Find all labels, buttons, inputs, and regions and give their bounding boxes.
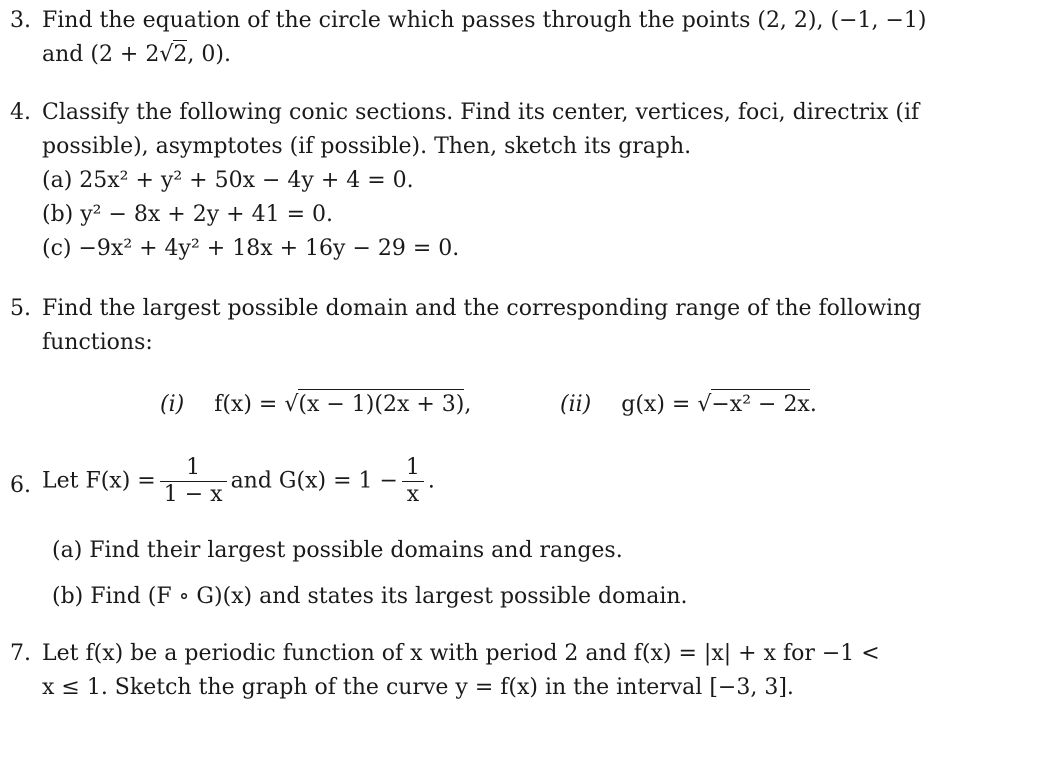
fraction-numerator: 1 xyxy=(160,455,227,482)
punctuation: , xyxy=(464,392,472,417)
subpart-c: (c) −9x² + 4y² + 18x + 16y − 29 = 0. xyxy=(42,236,460,261)
problem-text xyxy=(52,534,992,614)
fraction-G xyxy=(402,455,424,508)
problem-number: 6. xyxy=(10,473,31,498)
function-lhs: f(x) = xyxy=(214,392,285,417)
fraction-numerator: 1 xyxy=(402,455,424,482)
sqrt-expression xyxy=(159,38,187,72)
sqrt-radicand: −x² − 2x xyxy=(711,389,809,418)
problem-number: 3. xyxy=(10,8,31,33)
fraction-denominator: 1 − x xyxy=(163,482,223,507)
function-label: (i) xyxy=(160,392,185,417)
text-fragment: and (2 + 2 xyxy=(42,42,160,67)
subpart-a: (a) Find their largest possible domains and ranges. xyxy=(52,538,623,563)
problem-number: 4. xyxy=(10,100,31,125)
sqrt-expression xyxy=(697,388,810,422)
text-fragment: Let F(x) = xyxy=(42,468,156,494)
problem-text xyxy=(42,455,982,508)
sqrt-sign: √ xyxy=(284,392,299,417)
problem-text xyxy=(42,292,982,360)
function-lhs: g(x) = xyxy=(621,392,698,417)
problem-6 xyxy=(0,452,1050,522)
problem-line: Let f(x) be a periodic function of x with period 2 and f(x) = |x| + x for −1 < xyxy=(42,641,880,666)
function-i xyxy=(160,388,471,422)
problem-text xyxy=(42,96,982,266)
subpart-b: (b) y² − 8x + 2y + 41 = 0. xyxy=(42,202,333,227)
problem-line: Find the equation of the circle which passes through the points (2, 2), (−1, −1) xyxy=(42,8,927,33)
function-label: (ii) xyxy=(560,392,592,417)
problem-line: functions: xyxy=(42,330,153,355)
sqrt-radicand: (x − 1)(2x + 3) xyxy=(298,389,464,418)
problem-line: x ≤ 1. Sketch the graph of the curve y = f(x) in the interval [−3, 3]. xyxy=(42,675,794,700)
problem-number: 5. xyxy=(10,296,31,321)
problem-line: Classify the following conic sections. Find its center, vertices, foci, directrix (if xyxy=(42,100,920,125)
subpart-a: (a) 25x² + y² + 50x − 4y + 4 = 0. xyxy=(42,168,414,193)
problem-line: Find the largest possible domain and the corresponding range of the following xyxy=(42,296,922,321)
text-fragment: and G(x) = 1 − xyxy=(230,468,398,494)
sqrt-sign: √ xyxy=(159,42,174,67)
sqrt-radicand: 2 xyxy=(173,42,188,67)
fraction-denominator: x xyxy=(406,482,420,507)
text-fragment: , 0). xyxy=(187,42,231,67)
sqrt-sign: √ xyxy=(697,392,712,417)
punctuation: . xyxy=(809,392,817,417)
problem-number: 7. xyxy=(10,641,31,666)
punctuation: . xyxy=(427,468,435,494)
function-ii xyxy=(560,388,817,422)
subpart-b: (b) Find (F ∘ G)(x) and states its largest possible domain. xyxy=(52,584,688,609)
problem-line: possible), asymptotes (if possible). Then, sketch its graph. xyxy=(42,134,692,159)
problem-text xyxy=(42,4,982,72)
problem-line xyxy=(42,38,982,72)
problem-text xyxy=(42,637,982,705)
sqrt-expression xyxy=(284,388,464,422)
fraction-F xyxy=(160,455,227,508)
